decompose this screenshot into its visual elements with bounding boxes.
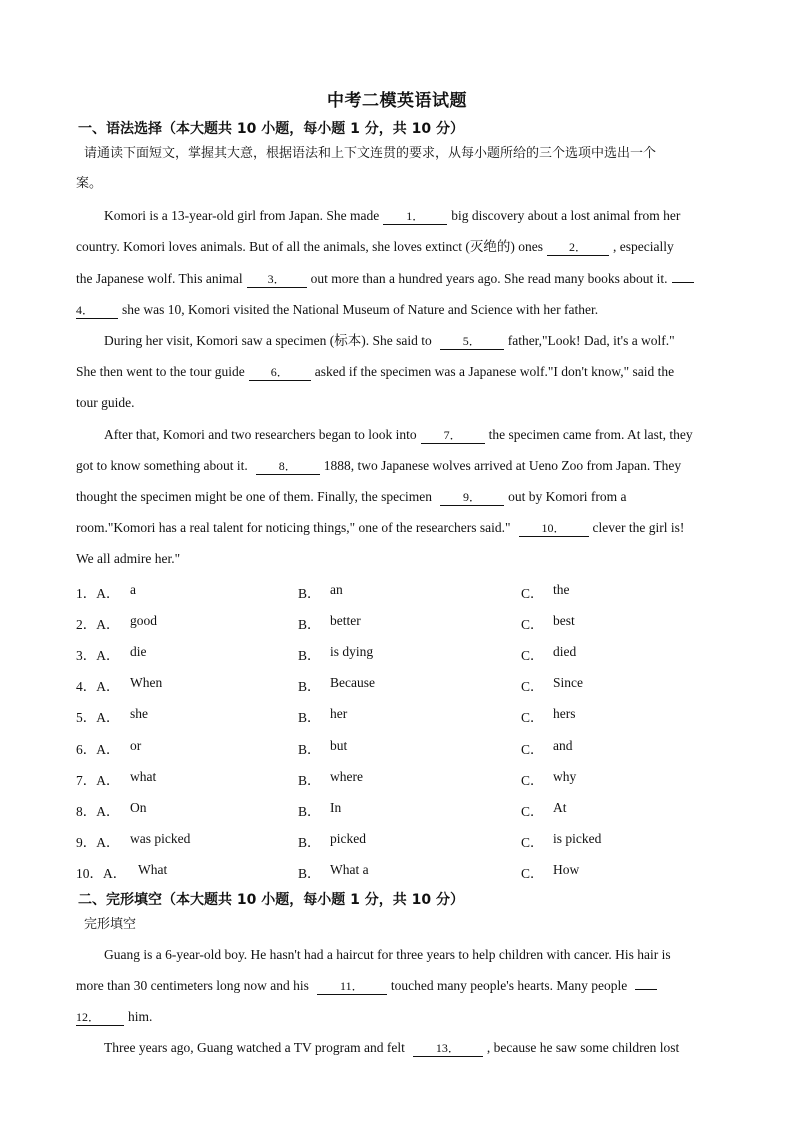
blank-4-start <box>672 282 694 283</box>
option-c[interactable]: At <box>553 800 567 815</box>
section1-heading: 一、语法选择（本大题共 10 小题，每小题 1 分，共 10 分） <box>78 121 464 137</box>
option-a[interactable]: she <box>130 706 148 721</box>
passage-line: got to know something about it. 8． 1888, two Japanese wolves arrived at Ueno Zoo from Japan. They <box>76 458 682 473</box>
option-b[interactable]: where <box>330 769 363 784</box>
section2-heading: 二、完形填空（本大题共 10 小题，每小题 1 分，共 10 分） <box>78 892 464 908</box>
passage-line: She then went to the tour guide 6． asked if the specimen was a Japanese wolf."I don't know," said the <box>76 364 675 379</box>
option-a[interactable]: When <box>130 675 163 690</box>
option-row: 1．A． a B． an C． the <box>76 582 570 601</box>
option-b[interactable]: an <box>330 582 343 597</box>
blank-3[interactable]: 3． <box>247 272 307 288</box>
option-c[interactable]: best <box>553 613 575 628</box>
option-a[interactable]: what <box>130 769 157 784</box>
option-row: 8．A． On B． In C． At <box>76 800 567 819</box>
blank-12[interactable]: 12． <box>76 1010 124 1026</box>
passage-line: country. Komori loves animals. But of all the animals, she loves extinct (灭绝的) ones 2． , especially <box>76 239 674 254</box>
option-b[interactable]: picked <box>330 831 366 846</box>
blank-13[interactable]: 13． <box>413 1041 483 1057</box>
passage-line: Guang is a 6-year-old boy. He hasn't had a haircut for three years to help children with cancer. His hair is <box>104 947 671 962</box>
option-row: 10．A． What B． What a C． How <box>76 862 580 881</box>
blank-1[interactable]: 1． <box>383 209 447 225</box>
option-b[interactable]: In <box>330 800 342 815</box>
option-a[interactable]: die <box>130 644 147 659</box>
blank-11[interactable]: 11． <box>317 979 387 995</box>
option-c[interactable]: Since <box>553 675 583 690</box>
passage-line: room."Komori has a real talent for noticing things," one of the researchers said." 10． clever the girl is! <box>76 520 685 535</box>
option-row: 6．A． or B． but C． and <box>76 738 573 757</box>
option-a[interactable]: or <box>130 738 142 753</box>
option-row: 2．A． good B． better C． best <box>76 613 575 632</box>
option-c[interactable]: is picked <box>553 831 602 846</box>
option-row: 5．A． she B． her C． hers <box>76 706 576 725</box>
option-a[interactable]: was picked <box>130 831 191 846</box>
passage-line: the Japanese wolf. This animal 3． out more than a hundred years ago. She read many books about it. <box>76 270 748 288</box>
option-b[interactable]: but <box>330 738 348 753</box>
blank-12-start <box>635 989 657 990</box>
option-c[interactable]: why <box>553 769 577 784</box>
blank-2[interactable]: 2． <box>547 240 609 256</box>
option-b[interactable]: is dying <box>330 644 374 659</box>
option-row: 7．A． what B． where C． why <box>76 769 577 788</box>
option-c[interactable]: the <box>553 582 570 597</box>
option-b[interactable]: her <box>330 706 348 721</box>
option-a[interactable]: good <box>130 613 157 628</box>
passage-line: After that, Komori and two researchers began to look into 7． the specimen came from. At last, they <box>104 427 693 442</box>
page-title: 中考二模英语试题 <box>327 91 467 111</box>
option-c[interactable]: How <box>553 862 580 877</box>
option-a[interactable]: a <box>130 582 136 597</box>
blank-5[interactable]: 5． <box>440 334 504 350</box>
passage-line: thought the specimen might be one of them. Finally, the specimen 9． out by Komori from a <box>76 489 627 504</box>
passage-line: Three years ago, Guang watched a TV program and felt 13． , because he saw some children lost <box>104 1040 680 1055</box>
option-row: 3．A． die B． is dying C． died <box>76 644 577 663</box>
passage-line: 4． she was 10, Komori visited the National Museum of Nature and Science with her father. <box>76 302 599 317</box>
passage-line: 12． him. <box>76 1009 153 1024</box>
section1-instruction: 请通读下面短文，掌握其大意，根据语法和上下文连贯的要求，从每小题所给的三个选项中选出一个 <box>84 146 657 161</box>
option-b[interactable]: What a <box>330 862 369 877</box>
blank-6[interactable]: 6． <box>249 365 311 381</box>
passage-line: Komori is a 13-year-old girl from Japan. She made 1． big discovery about a lost animal from her <box>104 208 681 223</box>
blank-9[interactable]: 9． <box>440 490 504 506</box>
option-c[interactable]: hers <box>553 706 576 721</box>
option-b[interactable]: Because <box>330 675 375 690</box>
blank-8[interactable]: 8． <box>256 459 320 475</box>
section1-instruction-cont: 案。 <box>76 176 103 191</box>
blank-10[interactable]: 10． <box>519 521 589 537</box>
option-row: 9．A． was picked B． picked C． is picked <box>76 831 602 850</box>
section2-subtitle: 完形填空 <box>84 917 137 932</box>
option-a[interactable]: What <box>138 862 168 877</box>
passage-line: We all admire her." <box>76 551 181 566</box>
option-c[interactable]: died <box>553 644 577 659</box>
blank-7[interactable]: 7． <box>421 428 485 444</box>
blank-4[interactable]: 4． <box>76 303 118 319</box>
option-row: 4．A． When B． Because C． Since <box>76 675 583 694</box>
option-b[interactable]: better <box>330 613 361 628</box>
passage-line: more than 30 centimeters long now and his 11． touched many people's hearts. Many people <box>76 977 748 995</box>
option-c[interactable]: and <box>553 738 573 753</box>
option-a[interactable]: On <box>130 800 147 815</box>
passage-line: tour guide. <box>76 395 135 410</box>
passage-line: During her visit, Komori saw a specimen (标本). She said to 5． father,"Look! Dad, it's a wolf." <box>104 333 675 348</box>
